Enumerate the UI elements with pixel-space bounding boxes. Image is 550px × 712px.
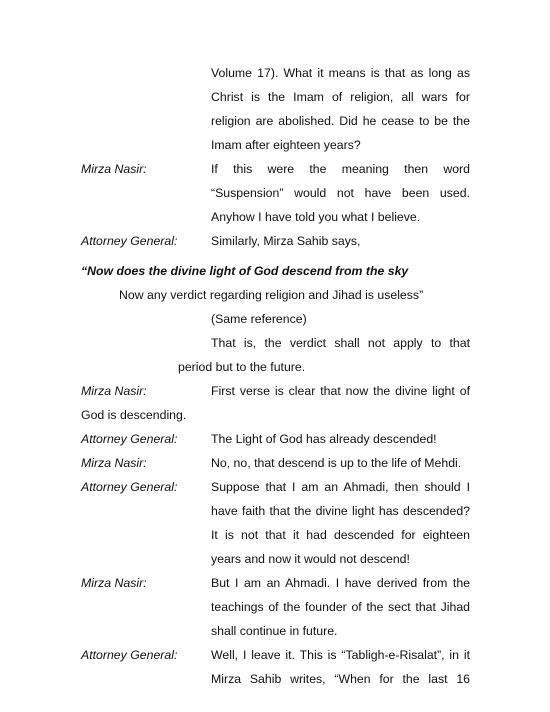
text-line: Christ is the Imam of religion, all wars for (211, 90, 470, 104)
quote-heading: “Now does the divine light of God descend from the sky (81, 264, 409, 278)
text-line: years and now it would not descend! (211, 552, 410, 566)
text-line: No, no, that descend is up to the life of Mehdi. (211, 456, 462, 470)
text-line: The Light of God has already descended! (211, 432, 437, 446)
text-line: shall continue in future. (211, 624, 338, 638)
text-line: teachings of the founder of the sect that Jihad (211, 600, 470, 614)
quote-line: Now any verdict regarding religion and Jihad is useless” (119, 288, 424, 302)
speaker-label: Attorney General: (81, 480, 178, 494)
speaker-label: Mirza Nasir: (81, 162, 147, 176)
text-line: If this were the meaning then word (211, 162, 470, 176)
text-line: But I am an Ahmadi. I have derived from the (211, 576, 470, 590)
text-line: “Suspension” would not have been used. (211, 186, 470, 200)
text-line: Suppose that I am an Ahmadi, then should I (211, 480, 470, 494)
text-line: have faith that the divine light has descended? (211, 504, 470, 518)
speaker-label: Attorney General: (81, 432, 178, 446)
text-line: That is, the verdict shall not apply to that (211, 336, 470, 350)
text-line: Volume 17). What it means is that as long as (211, 66, 470, 80)
speaker-label: Attorney General: (81, 648, 178, 662)
text-line: First verse is clear that now the divine light of (211, 384, 470, 398)
text-line: Well, I leave it. This is “Tabligh-e-Risalat”, in it (211, 648, 470, 662)
speaker-label: Attorney General: (81, 234, 178, 248)
text-line: Mirza Sahib writes, “When for the last 16 (211, 672, 470, 686)
text-line: Imam after eighteen years? (211, 138, 361, 152)
text-line: It is not that it had descended for eighteen (211, 528, 470, 542)
text-line: period but to the future. (178, 360, 306, 374)
speaker-label: Mirza Nasir: (81, 576, 147, 590)
text-line: Similarly, Mirza Sahib says, (211, 234, 361, 248)
speaker-label: Mirza Nasir: (81, 456, 147, 470)
speaker-label: Mirza Nasir: (81, 384, 147, 398)
text-line: Anyhow I have told you what I believe. (211, 210, 421, 224)
text-line: God is descending. (81, 408, 187, 422)
text-line: religion are abolished. Did he cease to be the (211, 114, 470, 128)
reference-line: (Same reference) (211, 312, 307, 326)
